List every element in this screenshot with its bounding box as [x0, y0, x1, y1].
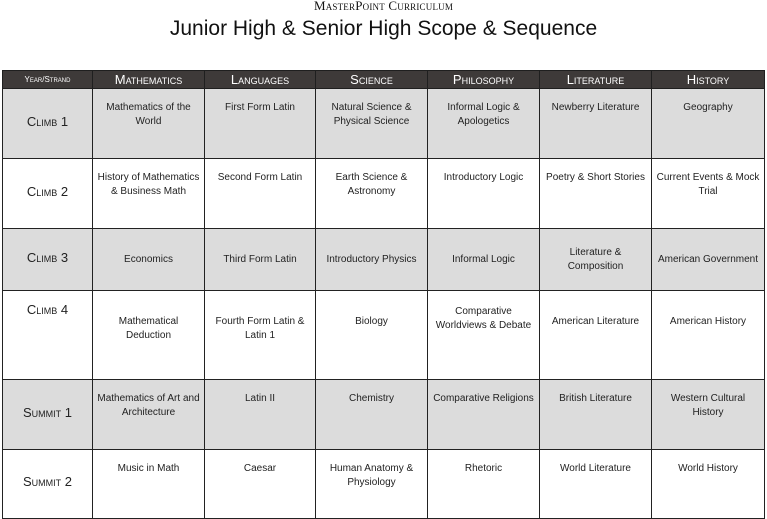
- header-history: History: [652, 71, 765, 89]
- row-label: Climb 4: [3, 291, 93, 380]
- table-cell: Economics: [93, 229, 205, 291]
- table-cell: Current Events & Mock Trial: [652, 159, 765, 229]
- table-cell: Mathematics of Art and Architecture: [93, 380, 205, 450]
- table-row-climb-3: [3, 229, 765, 291]
- table-row-summit-2: [3, 450, 765, 519]
- scope-sequence-table: [2, 70, 765, 519]
- header-literature: Literature: [540, 71, 652, 89]
- table-cell: Biology: [316, 291, 428, 380]
- table-row-summit-1: [3, 380, 765, 450]
- table-cell: Caesar: [205, 450, 316, 519]
- table-cell: Natural Science & Physical Science: [316, 89, 428, 159]
- header-year-strand: Year/Strand: [3, 71, 93, 89]
- table-cell: Western Cultural History: [652, 380, 765, 450]
- table-cell: Second Form Latin: [205, 159, 316, 229]
- table-cell: Geography: [652, 89, 765, 159]
- header-mathematics: Mathematics: [93, 71, 205, 89]
- table-cell: Fourth Form Latin & Latin 1: [205, 291, 316, 380]
- table-cell: American History: [652, 291, 765, 380]
- row-label: Climb 1: [3, 89, 93, 159]
- table-cell: Introductory Logic: [428, 159, 540, 229]
- table-cell: Latin II: [205, 380, 316, 450]
- header-row: [3, 71, 765, 89]
- table-cell: Comparative Worldviews & Debate: [428, 291, 540, 380]
- table-cell: Informal Logic & Apologetics: [428, 89, 540, 159]
- row-label: Summit 1: [3, 380, 93, 450]
- table-cell: American Literature: [540, 291, 652, 380]
- row-label: Climb 2: [3, 159, 93, 229]
- table-cell: Mathematical Deduction: [93, 291, 205, 380]
- table-row-climb-2: [3, 159, 765, 229]
- table-cell: Mathematics of the World: [93, 89, 205, 159]
- table-cell: Third Form Latin: [205, 229, 316, 291]
- header-languages: Languages: [205, 71, 316, 89]
- table-cell: Newberry Literature: [540, 89, 652, 159]
- table-cell: First Form Latin: [205, 89, 316, 159]
- header-philosophy: Philosophy: [428, 71, 540, 89]
- header-science: Science: [316, 71, 428, 89]
- table-cell: Introductory Physics: [316, 229, 428, 291]
- table-cell: Informal Logic: [428, 229, 540, 291]
- table-cell: Human Anatomy & Physiology: [316, 450, 428, 519]
- table-cell: Music in Math: [93, 450, 205, 519]
- page-title: Junior High & Senior High Scope & Sequence: [169, 17, 598, 40]
- table-cell: Earth Science & Astronomy: [316, 159, 428, 229]
- table-cell: Poetry & Short Stories: [540, 159, 652, 229]
- table-cell: Comparative Religions: [428, 380, 540, 450]
- table-row-climb-1: [3, 89, 765, 159]
- table-cell: American Government: [652, 229, 765, 291]
- table-cell: Rhetoric: [428, 450, 540, 519]
- table-row-climb-4: [3, 291, 765, 380]
- table-cell: World Literature: [540, 450, 652, 519]
- table-cell: Chemistry: [316, 380, 428, 450]
- row-label: Climb 3: [3, 229, 93, 291]
- table-cell: British Literature: [540, 380, 652, 450]
- row-label: Summit 2: [3, 450, 93, 519]
- table-cell: History of Mathematics & Business Math: [93, 159, 205, 229]
- brand-name: MasterPoint Curriculum: [313, 0, 454, 13]
- table-cell: Literature & Composition: [540, 229, 652, 291]
- table-cell: World History: [652, 450, 765, 519]
